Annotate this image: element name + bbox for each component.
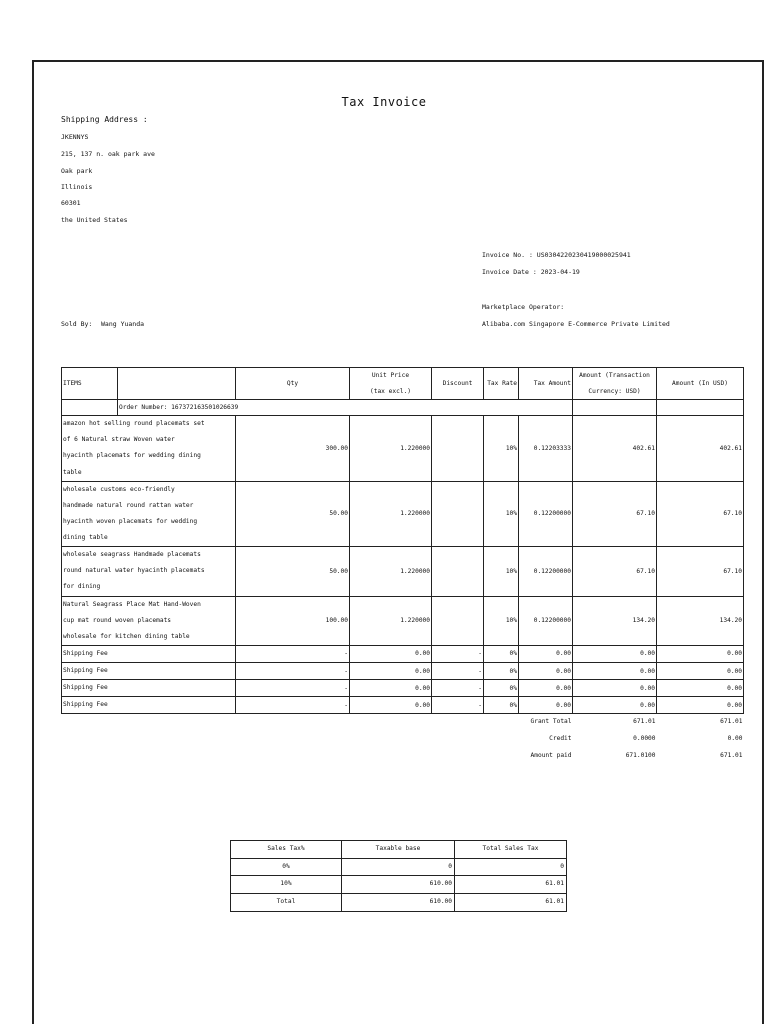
amount-paid-label: Amount paid [530,751,572,759]
table-row [62,547,744,596]
table-row [62,416,744,482]
item-description: wholesale seagrass Handmade placemats round natural water hyacinth placemats for dining [62,547,236,596]
item-amount-transaction: 67.10 [573,481,657,547]
item-tax-amount: 0.12200000 [519,596,573,645]
item-unit-price: 1.220000 [350,596,432,645]
fee-tax-rate: 0% [484,663,519,680]
fee-amount-usd: 0.00 [657,697,744,714]
credit-row [62,731,744,748]
invoice-items-table [61,367,744,765]
grand-total-row [62,714,744,731]
item-amount-transaction: 402.61 [573,416,657,482]
sold-by-label: Sold By: [61,320,93,328]
item-discount [432,481,484,547]
item-tax-rate: 10% [484,481,519,547]
sales-tax-rate: Total [231,894,342,912]
grand-total-usd: 671.01 [720,718,743,726]
fee-unit-price: 0.00 [350,645,432,662]
fee-unit-price: 0.00 [350,663,432,680]
table-row [231,876,567,894]
header-tax-amount: Tax Amount [519,368,573,400]
invoice-title: Tax Invoice [341,95,427,109]
fee-amount-transaction: 0.00 [573,663,657,680]
fee-discount: - [432,697,484,714]
shipping-line: Oak park [61,167,93,175]
grand-total-label: Grant Total [530,718,572,726]
marketplace-operator-name: Alibaba.com Singapore E-Commerce Private Limited [482,320,670,328]
shipping-line: 215, 137 n. oak park ave [61,150,155,158]
item-amount-usd: 402.61 [657,416,744,482]
invoice-date: Invoice Date : 2023-04-19 [482,268,580,276]
item-tax-rate: 10% [484,547,519,596]
item-amount-transaction: 134.20 [573,596,657,645]
fee-amount-usd: 0.00 [657,663,744,680]
header-unit-price: Unit Price (tax excl.) [350,368,432,400]
fee-tax-amount: 0.00 [519,697,573,714]
fee-qty: - [236,645,350,662]
fee-description: Shipping Fee [62,680,236,697]
fee-tax-rate: 0% [484,645,519,662]
shipping-line: JKENNYS [61,133,89,141]
sales-tax-header-rate: Sales Tax% [231,841,342,859]
header-items: ITEMS [62,368,118,400]
item-tax-rate: 10% [484,416,519,482]
item-description: wholesale customs eco-friendly handmade natural round rattan water hyacinth woven placemats for wedding dining table [62,481,236,547]
sales-tax-amount: 0 [455,858,567,876]
sales-tax-base: 610.00 [342,894,455,912]
table-row [62,645,744,662]
item-description: Natural Seagrass Place Mat Hand-Woven cup mat round woven placemats wholesale for kitchen dining table [62,596,236,645]
item-qty: 50.00 [236,481,350,547]
amount-paid-usd: 671.01 [720,751,743,759]
credit-transaction: 0.0000 [633,735,656,743]
fee-amount-transaction: 0.00 [573,680,657,697]
item-amount-transaction: 67.10 [573,547,657,596]
fee-tax-rate: 0% [484,680,519,697]
table-row [62,663,744,680]
amount-paid-transaction: 671.0100 [625,751,656,759]
fee-qty: - [236,663,350,680]
item-qty: 50.00 [236,547,350,596]
credit-usd: 0.00 [727,735,743,743]
fee-description: Shipping Fee [62,697,236,714]
table-row [62,697,744,714]
sales-tax-base: 610.00 [342,876,455,894]
sales-tax-amount: 61.01 [455,894,567,912]
header-amount-transaction: Amount (Transaction Currency: USD) [573,368,657,400]
fee-tax-rate: 0% [484,697,519,714]
grand-total-transaction: 671.01 [633,718,656,726]
marketplace-operator-label: Marketplace Operator: [482,303,565,311]
item-amount-usd: 67.10 [657,481,744,547]
header-amount-usd: Amount (In USD) [657,368,744,400]
item-description: amazon hot selling round placemats set of 6 Natural straw Woven water hyacinth placemats for wedding dining table [62,416,236,482]
header-qty: Qty [236,368,350,400]
fee-unit-price: 0.00 [350,680,432,697]
item-unit-price: 1.220000 [350,416,432,482]
shipping-line: 60301 [61,199,81,207]
fee-unit-price: 0.00 [350,697,432,714]
shipping-line: the United States [61,216,128,224]
sales-tax-header-base: Taxable base [342,841,455,859]
fee-qty: - [236,680,350,697]
shipping-address-label: Shipping Address : [61,115,148,124]
item-tax-rate: 10% [484,596,519,645]
header-tax-rate: Tax Rate [484,368,519,400]
sold-by-name: Wang Yuanda [101,320,145,328]
header-discount: Discount [432,368,484,400]
fee-description: Shipping Fee [62,663,236,680]
credit-label: Credit [549,735,572,743]
fee-tax-amount: 0.00 [519,680,573,697]
shipping-line: Illinois [61,183,93,191]
item-unit-price: 1.220000 [350,481,432,547]
order-number: Order Number: 167372163501026639 [118,400,519,416]
fee-discount: - [432,645,484,662]
fee-discount: - [432,663,484,680]
fee-amount-transaction: 0.00 [573,697,657,714]
sales-tax-rate: 0% [231,858,342,876]
fee-tax-amount: 0.00 [519,645,573,662]
table-row [62,481,744,547]
table-row [62,596,744,645]
invoice-number: Invoice No. : US0304220230419000025941 [482,251,631,259]
item-discount [432,547,484,596]
fee-amount-usd: 0.00 [657,645,744,662]
fee-discount: - [432,680,484,697]
item-unit-price: 1.220000 [350,547,432,596]
item-qty: 100.00 [236,596,350,645]
fee-description: Shipping Fee [62,645,236,662]
item-qty: 300.00 [236,416,350,482]
sales-tax-rate: 10% [231,876,342,894]
item-tax-amount: 0.12203333 [519,416,573,482]
sales-tax-base: 0 [342,858,455,876]
item-discount [432,596,484,645]
fee-amount-usd: 0.00 [657,680,744,697]
fee-qty: - [236,697,350,714]
item-tax-amount: 0.12200000 [519,547,573,596]
sales-tax-table [230,840,567,912]
item-discount [432,416,484,482]
item-tax-amount: 0.12200000 [519,481,573,547]
fee-tax-amount: 0.00 [519,663,573,680]
item-amount-usd: 134.20 [657,596,744,645]
fee-amount-transaction: 0.00 [573,645,657,662]
sales-tax-amount: 61.01 [455,876,567,894]
amount-paid-row [62,748,744,765]
item-amount-usd: 67.10 [657,547,744,596]
table-row [231,894,567,912]
table-row [62,680,744,697]
sales-tax-header-total: Total Sales Tax [455,841,567,859]
table-row [231,858,567,876]
